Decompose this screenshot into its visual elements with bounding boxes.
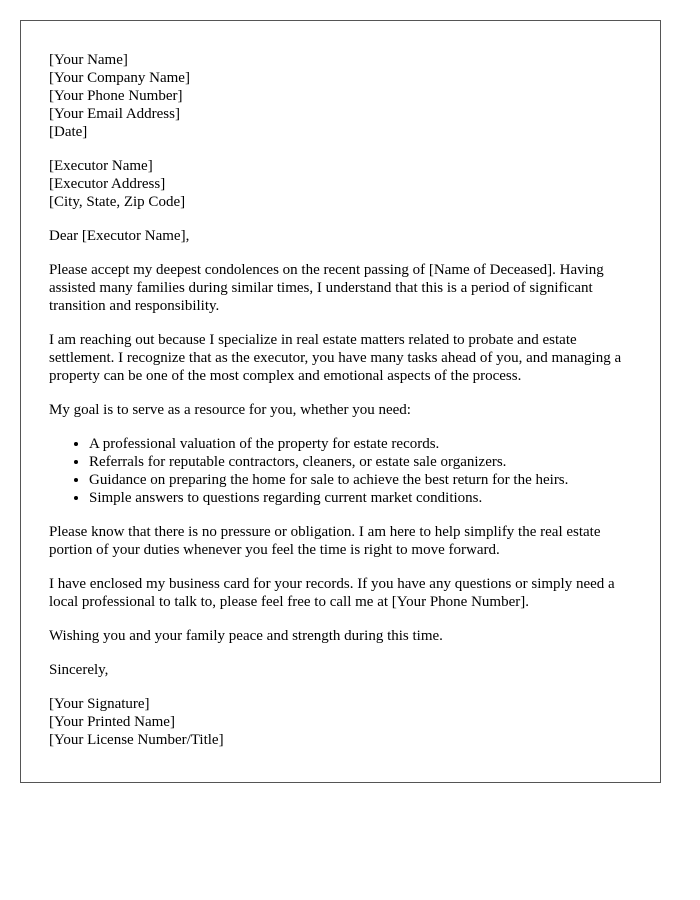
paragraph: I am reaching out because I specialize in real estate matters related to probate and estate settlement. I recognize that as the executor, you have many tasks ahead of you, and managing a property can be one of the most complex and emotional aspects of the process. [49,332,622,384]
letter-date: [Date] [49,124,88,140]
closing: Sincerely, [49,662,109,678]
license-title: [Your License Number/Title] [49,732,224,748]
printed-name: [Your Printed Name] [49,714,175,730]
list-item: • Simple answers to questions regarding current market conditions. [89,489,641,507]
letter [20,20,661,783]
recipient-address-line: [Executor Address] [49,176,166,192]
sender-name: [Your Name] [49,52,128,68]
list-item: • A professional valuation of the property for estate records. [89,435,641,453]
recipient-city: [City, State, Zip Code] [49,194,186,210]
paragraph: My goal is to serve as a resource for you, whether you need: [49,402,411,418]
paragraph: I have enclosed my business card for your records. If you have any questions or simply need a local professional to talk to, please feel free to call me at [Your Phone Number]. [49,576,615,610]
sender-company: [Your Company Name] [49,70,190,86]
list-item: • Referrals for reputable contractors, cleaners, or estate sale organizers. [89,453,641,471]
paragraph: Wishing you and your family peace and strength during this time. [49,628,443,644]
list-item: • Guidance on preparing the home for sale to achieve the best return for the heirs. [89,471,641,489]
sender-address [49,51,641,141]
sender-phone: [Your Phone Number] [49,88,183,104]
sender-email: [Your Email Address] [49,106,180,122]
recipient-address [49,157,641,211]
services-list [49,435,641,507]
signature-block [49,695,641,749]
paragraph: Please know that there is no pressure or obligation. I am here to help simplify the real estate portion of your duties whenever you feel the time is right to move forward. [49,524,601,558]
salutation: Dear [Executor Name], [49,228,190,244]
recipient-name: [Executor Name] [49,158,153,174]
signature: [Your Signature] [49,696,150,712]
paragraph: Please accept my deepest condolences on the recent passing of [Name of Deceased]. Having assisted many families during similar times, I understand that this is a period of significant transition and responsibility. [49,262,604,314]
